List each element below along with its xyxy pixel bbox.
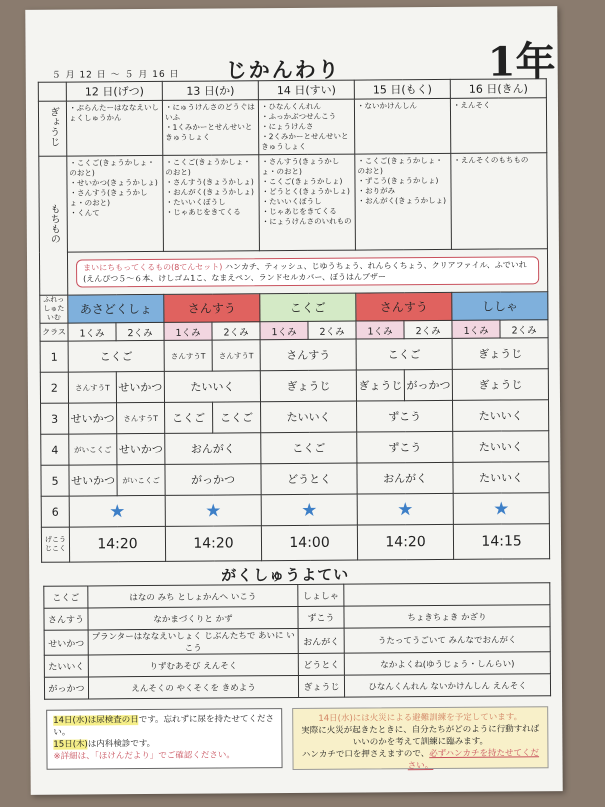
plan-table	[43, 582, 551, 700]
subject-cell: こくご	[165, 402, 213, 433]
mochimono-row	[39, 153, 548, 253]
notice-text: 実際に火災が起きたときに、自分たちがどのように行動すればいいのかを考えて訓練に臨みます。	[301, 724, 540, 748]
period-row	[40, 338, 548, 373]
plan-content: プランターはななえいしょく じぶんたちで あいに いこう	[88, 628, 298, 654]
day-header: 13 日(か)	[162, 81, 258, 101]
period-rows	[40, 338, 549, 528]
notice-text: は内科検診です。	[87, 738, 156, 750]
plan-content: ひなんくんれん ないかけんしん えんそく	[344, 674, 550, 697]
plan-subject: さんすう	[44, 608, 88, 630]
plan-content	[344, 583, 550, 606]
plan-subject: ぎょうじ	[298, 675, 344, 697]
mochimono-cell: ・さんすう(きょうかしょ・のおと) ・こくご(きょうかしょ) ・どうとく(きょうかしょ) ・たいいくぼうし ・じゃあじをきてくる ・にょうけんさのいれもの	[259, 154, 356, 251]
row-label: げこうじこく	[41, 527, 69, 562]
class-label: 1くみ	[260, 321, 308, 339]
star-icon: ★	[453, 493, 549, 525]
fresh-cell: こくご	[260, 293, 356, 322]
subject-cell: たいいく	[453, 400, 549, 432]
subject-cell: せいかつ	[69, 403, 117, 434]
mochimono-cell: ・こくご(きょうかしょ・のおと) ・ずこう(きょうかしょ) ・おりがみ ・おんがく(きょうかしょ)	[355, 153, 452, 250]
class-label: 1くみ	[452, 320, 500, 338]
subject-cell: せいかつ	[69, 465, 117, 496]
class-label: 2くみ	[404, 320, 452, 338]
gekou-row	[41, 524, 549, 563]
subject-cell: さんすうT	[68, 372, 116, 403]
subject-cell: さんすうT	[164, 340, 212, 371]
gyouji-cell: ・にゅうけんさのどうぐはいふ ・1くみかーとせんせいときゅうしょく	[162, 100, 258, 156]
subject-cell: こくご	[213, 402, 261, 433]
subject-cell: がっかつ	[165, 464, 261, 496]
subject-cell: たいいく	[261, 401, 357, 433]
dismissal-time: 14:20	[165, 526, 261, 562]
plan-content: ちょきちょき かざり	[344, 605, 550, 628]
plan-subject: こくご	[44, 586, 88, 608]
notice-highlight: 15日(木)	[53, 739, 88, 750]
timetable-sheet	[25, 6, 562, 795]
plan-subject: おんがく	[298, 628, 344, 653]
plan-subject: がっかつ	[44, 677, 88, 699]
gyouji-cell: ・えんそく	[450, 98, 546, 154]
period-number: 1	[40, 341, 68, 372]
subject-cell: がいこくご	[117, 464, 165, 495]
subject-cell: たいいく	[453, 462, 549, 494]
plan-content: なかよくね(ゆうじょう・しんらい)	[344, 652, 550, 675]
timetable	[38, 78, 550, 563]
subject-cell: たいいく	[164, 371, 260, 403]
plan-content: えんそくの やくそくを きめよう	[88, 675, 298, 698]
subject-cell: ぎょうじ	[452, 338, 548, 370]
period-row	[41, 400, 549, 435]
period-number: 3	[41, 403, 69, 434]
subject-cell: ぎょうじ	[260, 370, 356, 402]
subject-cell: こくご	[261, 432, 357, 464]
subject-cell: こくご	[356, 338, 452, 370]
plan-subject: しょしゃ	[298, 584, 344, 606]
star-icon: ★	[69, 495, 165, 527]
row-label: ふれっしゅたいむ	[40, 295, 68, 323]
notice-text: ハンカチで口を押さえますので、	[301, 749, 430, 760]
date-range: ５ 月 12 日 ～ ５ 月 16 日	[51, 69, 180, 81]
star-icon: ★	[165, 495, 261, 527]
subject-cell: さんすう	[260, 339, 356, 371]
dismissal-time: 14:00	[261, 525, 357, 561]
notice-highlight: 14日(水)は尿検査の日	[53, 715, 139, 726]
subject-cell: ずこう	[357, 431, 453, 463]
day-header: 14 日(すい)	[258, 80, 354, 100]
subject-cell: さんすうT	[117, 402, 165, 433]
day-header: 12 日(げつ)	[66, 81, 162, 101]
dismissal-time: 14:20	[357, 524, 453, 560]
subject-cell: さんすうT	[212, 340, 260, 371]
dismissal-time: 14:15	[453, 524, 549, 560]
gyouji-cell: ・ないかけんしん	[354, 98, 450, 154]
row-label: もちもの	[39, 156, 68, 295]
memo-row	[39, 249, 547, 296]
period-row	[41, 431, 549, 466]
subject-cell: ずこう	[357, 400, 453, 432]
subject-cell: こくご	[68, 340, 164, 372]
memo-head: まいにちもってくるもの(8てんセット)	[83, 262, 223, 273]
period-row	[40, 369, 548, 404]
plan-row	[44, 674, 550, 700]
fresh-cell: ししゃ	[452, 292, 548, 321]
star-icon: ★	[357, 493, 453, 525]
fresh-row	[40, 292, 548, 324]
mochimono-cell: ・えんそくのもちもの	[451, 153, 548, 250]
daily-items-memo	[76, 256, 539, 287]
notice-text: ※詳細は、「ほけんだより」でご確認ください。	[53, 750, 235, 762]
subject-cell: ぎょうじ	[452, 369, 548, 401]
subject-cell: ぎょうじ	[356, 370, 404, 401]
class-label: 1くみ	[164, 322, 212, 340]
subject-cell: たいいく	[453, 431, 549, 463]
notice-text: 14日(水)には火災による避難訓練を予定しています。	[318, 712, 523, 724]
class-label: 2くみ	[500, 320, 548, 338]
memo-body: ハンカチ、ティッシュ、じゆうちょう、れんらくちょう、クリアファイル、ふでいれ(えんぴつ５～６本、けしゴム1こ、なまえペン、ランドセルカバー、ぼうはんブザー	[83, 260, 527, 284]
dismissal-time: 14:20	[69, 526, 165, 562]
mochimono-cell: ・こくご(きょうかしょ・のおと) ・せいかつ(きょうかしょ) ・さんすう(きょうかしょ・のおと) ・くんて	[67, 155, 164, 252]
fresh-cell: あさどくしょ	[68, 294, 164, 323]
plan-content: うたってうごいて みんなでおんがく	[344, 627, 550, 653]
plan-content: りずむあそび えんそく	[88, 653, 298, 676]
plan-content: はなの みち としょかんへ いこう	[88, 584, 298, 607]
period-number: 4	[41, 434, 69, 465]
class-label: 2くみ	[116, 322, 164, 340]
day-header: 15 日(もく)	[354, 79, 450, 99]
star-icon: ★	[261, 494, 357, 526]
mochimono-cell: ・こくご(きょうかしょ・のおと) ・さんすう(きょうかしょ) ・おんがく(きょうかしょ) ・たいいくぼうし ・じゃあじをきてくる	[163, 155, 260, 252]
class-label: 1くみ	[356, 321, 404, 339]
class-label: 1くみ	[68, 323, 116, 341]
grade-label: 1年	[487, 38, 556, 86]
period-number: 6	[41, 496, 69, 527]
subject-cell: せいかつ	[116, 371, 164, 402]
gyouji-cell: ・ひなんくんれん ・ふっかぶつせんこう ・にょうけんさ ・2くみかーとせんせいときゅうしょく	[258, 99, 354, 155]
plan-subject: どうとく	[298, 653, 344, 675]
plan-subject: たいいく	[44, 655, 88, 677]
subject-cell: がっかつ	[404, 369, 452, 400]
notice-text: です。忘れずに尿を持たせてください。	[53, 714, 275, 738]
fresh-cell: さんすう	[164, 294, 260, 323]
subject-cell: どうとく	[261, 463, 357, 495]
gyouji-row	[38, 98, 546, 157]
health-notice	[46, 708, 282, 770]
plan-subject: せいかつ	[44, 630, 88, 655]
fresh-cell: さんすう	[356, 292, 452, 321]
subject-cell: おんがく	[357, 462, 453, 494]
class-label: 2くみ	[212, 322, 260, 340]
period-number: 5	[41, 465, 69, 496]
gyouji-cell: ・ぷらんたーはななえいしょくしゅうかん	[66, 100, 162, 156]
plan-title: がくしゅうよてい	[221, 565, 350, 585]
notice-text: 必ずハンカチを持たせてください。	[407, 748, 540, 772]
period-number: 2	[40, 372, 68, 403]
period-row	[41, 493, 549, 528]
subject-cell: せいかつ	[117, 433, 165, 464]
period-row	[41, 462, 549, 497]
day-header: 16 日(きん)	[450, 79, 546, 99]
plan-subject: ずこう	[298, 606, 344, 628]
plan-content: なかまづくりと かず	[88, 606, 298, 629]
row-label: ぎょうじ	[38, 101, 66, 156]
subject-cell: おんがく	[165, 433, 261, 465]
row-label: クラス	[40, 323, 68, 341]
subject-cell: がいこくご	[69, 434, 117, 465]
page-title: じかんわり	[225, 57, 341, 83]
class-label: 2くみ	[308, 321, 356, 339]
plan-row	[44, 627, 550, 656]
drill-notice	[292, 706, 548, 770]
